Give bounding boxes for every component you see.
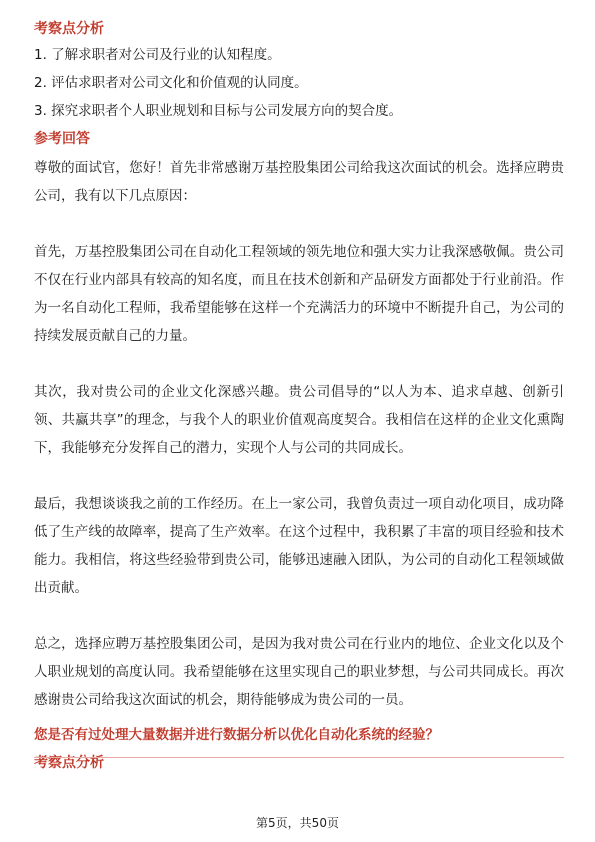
analysis-item-1: 1. 了解求职者对公司及行业的认知程度。 bbox=[34, 47, 281, 63]
answer-paragraph-2: 首先，万基控股集团公司在自动化工程领域的领先地位和强大实力让我深感敬佩。贵公司不仅在行业内部具有较高的知名度，而且在技术创新和产品研发方面都处于行业前沿。作为一名自动化工程师，我希望能够在这样一个充满活力的环境中不断提升自己，为公司的持续发展贡献自己的力量。 bbox=[34, 244, 564, 344]
answer-paragraph-4: 最后，我想谈谈我之前的工作经历。在上一家公司，我曾负责过一项自动化项目，成功降低了生产线的故障率，提高了生产效率。在这个过程中，我积累了丰富的项目经验和技术能力。我相信，将这些经验带到贵公司，能够迅速融入团队，为公司的自动化工程领域做出贡献。 bbox=[34, 496, 564, 596]
document-page bbox=[34, 18, 564, 778]
analysis-heading: 考察点分析 bbox=[34, 21, 104, 37]
next-question: 您是否有过处理大量数据并进行数据分析以优化自动化系统的经验？ bbox=[34, 727, 439, 743]
question-divider bbox=[34, 757, 564, 758]
answer-paragraph-5: 总之，选择应聘万基控股集团公司，是因为我对贵公司在行业内的地位、企业文化以及个人职业规划的高度认同。我希望能够在这里实现自己的职业梦想，与公司共同成长。再次感谢贵公司给我这次面试的机会，期待能够成为贵公司的一员。 bbox=[34, 636, 564, 708]
answer-paragraph-3: 其次，我对贵公司的企业文化深感兴趣。贵公司倡导的“以人为本、追求卓越、创新引领、共赢共享”的理念，与我个人的职业价值观高度契合。我相信在这样的企业文化熏陶下，我能够充分发挥自己的潜力，实现个人与公司的共同成长。 bbox=[34, 384, 564, 456]
answer-paragraph-1: 尊敬的面试官，您好！首先非常感谢万基控股集团公司给我这次面试的机会。选择应聘贵公司，我有以下几点原因： bbox=[34, 160, 564, 204]
reference-answer-heading: 参考回答 bbox=[34, 131, 90, 147]
analysis-heading-2: 考察点分析 bbox=[34, 755, 104, 771]
analysis-item-3: 3. 探究求职者个人职业规划和目标与公司发展方向的契合度。 bbox=[34, 103, 403, 119]
page-footer: 第5页，共50页 bbox=[256, 816, 339, 830]
analysis-item-2: 2. 评估求职者对公司文化和价值观的认同度。 bbox=[34, 75, 308, 91]
